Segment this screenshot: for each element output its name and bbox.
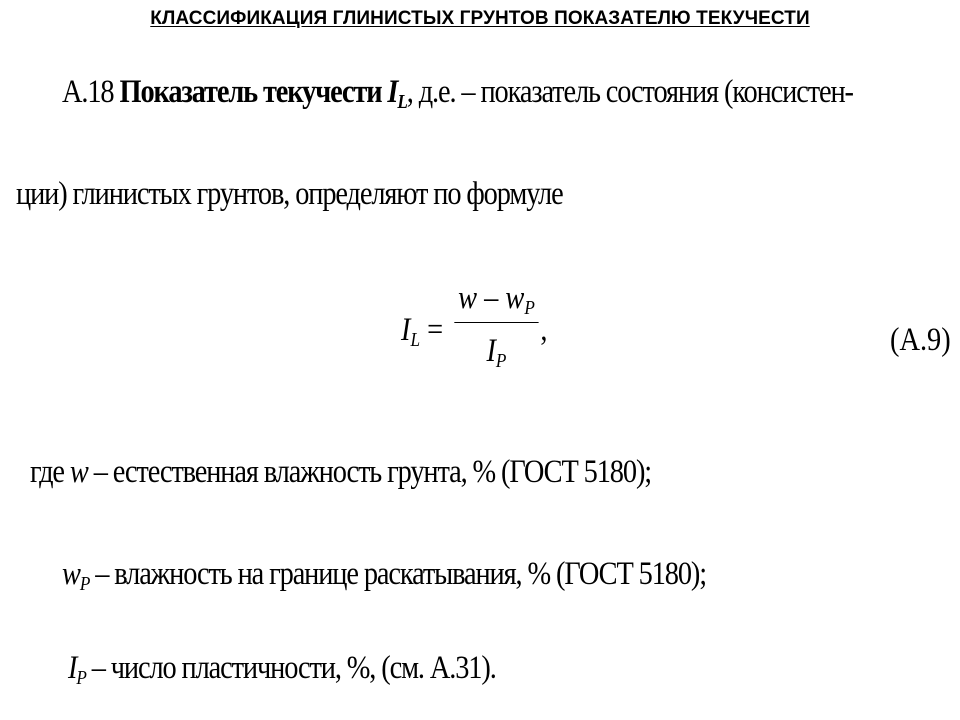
legend-symbol-w: w [69,454,88,490]
definition-text: , д.е. – показатель состояния (консистен- [406,74,853,110]
slide-title: КЛАССИФИКАЦИЯ ГЛИНИСТЫХ ГРУНТОВ ПОКАЗАТЕЛЮ ТЕКУЧЕСТИ [150,8,810,29]
legend-symbol-ip: $I_P$ [68,650,86,689]
definition-line-1 [62,74,853,111]
legend-symbol-wp: $w_P$ [62,556,90,595]
term: Показатель текучести [119,74,382,110]
definition-line-2: ции) глинистых грунтов, определяют по формуле [16,176,563,212]
legend-line-w: где w – естественная влажность грунта, % (ГОСТ 5180); [30,454,652,490]
term-symbol: $I_L$ [387,74,407,113]
formula-denominator: $I_P$ [486,333,507,372]
formula-fraction [454,278,538,373]
formula-comma: , [540,312,548,348]
formula-numerator: w – $w_P$ [458,280,535,319]
equation-number: (А.9) [890,322,951,358]
legend-line-wp: $w_P$ – влажность на границе раскатывания, % (ГОСТ 5180); [62,556,707,595]
legend-line-ip: $I_P$ – число пластичности, %, (см. А.31). [68,650,496,689]
formula-lhs: $I_L$ = [401,312,444,351]
clause-number: А.18 [62,74,114,110]
